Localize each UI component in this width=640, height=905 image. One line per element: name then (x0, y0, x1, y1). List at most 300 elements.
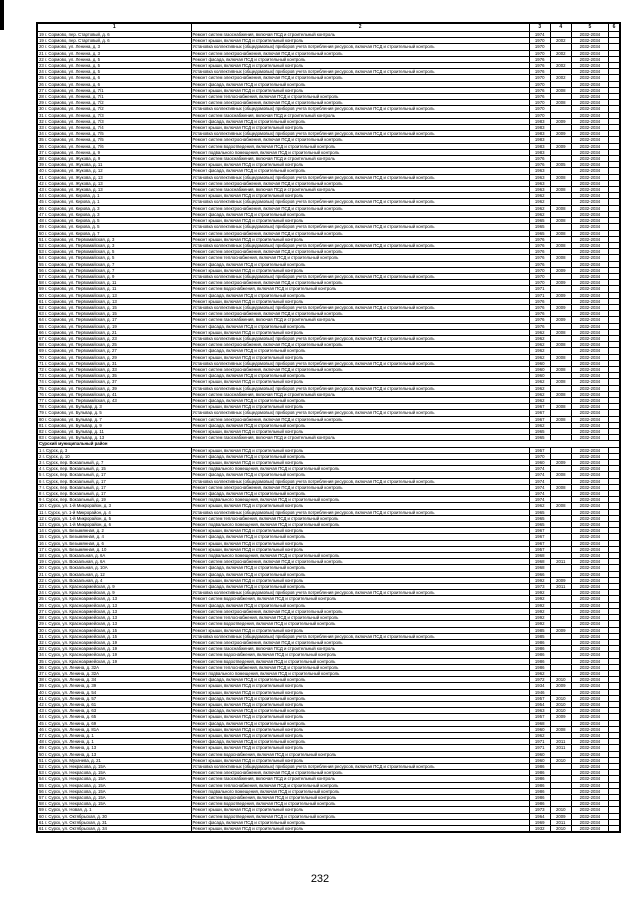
work-type-cell: Ремонт крыши, включая ПСД и строительный контроль (191, 38, 529, 44)
last-repair-year-cell: 2010 (550, 807, 571, 813)
planned-period-cell: 2032-2034 (571, 683, 608, 689)
planned-period-cell: 2032-2034 (571, 720, 608, 726)
work-type-cell: Ремонт систем водоснабжения, включая ПСД и строительный контроль (191, 286, 529, 292)
work-type-cell: Ремонт фасада, включая ПСД и строительный контроль (191, 534, 529, 540)
work-type-cell: Ремонт систем электроснабжения, включая ПСД и строительный контроль (191, 342, 529, 348)
work-type-cell: Установка коллективных (общедомовых) приборов учета потребления ресурсов, включая ПСД и строительный контроль (191, 106, 529, 112)
address-cell: 25 г. Сурск, ул. Красноармейская, д. 13 (38, 596, 192, 602)
address-cell: 61 г. Сурск, ул. Октябрьская, д. 31 (38, 819, 192, 825)
commission-year-cell: 1966 (529, 571, 550, 577)
planned-period-cell: 2032-2034 (571, 621, 608, 627)
address-cell: 63 г. Сормово, ул. Первомайская, д. 15 (38, 311, 192, 317)
commission-year-cell: 1983 (529, 149, 550, 155)
last-repair-year-cell: 2010 (550, 695, 571, 701)
planned-period-cell: 2032-2034 (571, 602, 608, 608)
work-type-cell: Ремонт систем теплоснабжения, включая ПСД и строительный контроль (191, 515, 529, 521)
last-repair-year-cell: 2009 (550, 813, 571, 819)
commission-year-cell: 1932 (529, 826, 550, 832)
planned-period-cell: 2032-2034 (571, 75, 608, 81)
work-type-cell: Ремонт крыши, включая ПСД и строительный контроль (191, 404, 529, 410)
commission-year-cell: 1976 (529, 69, 550, 75)
commission-year-cell: 1970 (529, 273, 550, 279)
commission-year-cell: 1974 (529, 478, 550, 484)
commission-year-cell: 1970 (529, 267, 550, 273)
commission-year-cell: 1969 (529, 819, 550, 825)
address-cell: 29 г. Сормово, ул. Ленина, д. 7/2 (38, 100, 192, 106)
commission-year-cell: 1986 (529, 658, 550, 664)
planned-period-cell: 2032-2034 (571, 453, 608, 459)
work-type-cell: Ремонт крыши, включая ПСД и строительный контроль (191, 429, 529, 435)
commission-year-cell: 1962 (529, 503, 550, 509)
last-repair-year-cell: 2008 (550, 342, 571, 348)
work-type-cell: Ремонт систем водоснабжения, включая ПСД и строительный контроль (191, 596, 529, 602)
address-cell: 54 г. Сурск, ул. Некрасова, д. 15А (38, 776, 192, 782)
planned-period-cell: 2032-2034 (571, 298, 608, 304)
work-type-cell: Ремонт фасада, включая ПСД и строительный контроль (191, 602, 529, 608)
planned-period-cell: 2032-2034 (571, 391, 608, 397)
commission-year-cell: 1983 (529, 125, 550, 131)
address-cell: 56 г. Сормово, ул. Первомайская, д. 7 (38, 267, 192, 273)
address-cell: 24 г. Сормово, ул. Ленина, д. 5 (38, 69, 192, 75)
planned-period-cell: 2032-2034 (571, 94, 608, 100)
commission-year-cell: 1962 (529, 354, 550, 360)
work-type-cell: Установка коллективных (общедомовых) приборов учета потребления ресурсов, включая ПСД и строительный контроль (191, 44, 529, 50)
work-type-cell: Ремонт фасада, включая ПСД и строительный контроль (191, 584, 529, 590)
address-cell: 19 г. Сурск, ул. Вокзальная, д. 6А (38, 559, 192, 565)
commission-year-cell: 1974 (529, 466, 550, 472)
planned-period-cell: 2032-2034 (571, 608, 608, 614)
planned-period-cell: 2032-2034 (571, 317, 608, 323)
address-cell: 57 г. Сурск, ул. Некрасова, д. 15А (38, 794, 192, 800)
work-type-cell: Ремонт фасада, включая ПСД и строительный контроль (191, 323, 529, 329)
planned-period-cell: 2032-2034 (571, 788, 608, 794)
planned-period-cell: 2032-2034 (571, 447, 608, 453)
commission-year-cell: 1960 (529, 751, 550, 757)
commission-year-cell: 1970 (529, 280, 550, 286)
work-type-cell: Ремонт подвального помещения, включая ПСД и строительный контроль (191, 522, 529, 528)
commission-year-cell: 1976 (529, 162, 550, 168)
planned-period-cell: 2032-2034 (571, 329, 608, 335)
address-cell: 38 г. Сормово, ул. Жукова, д. 9 (38, 156, 192, 162)
address-cell: 44 г. Сурск, ул. Ленина, д. 65 (38, 714, 192, 720)
address-cell: 47 г. Сурск, ул. Ленина, д. 1 (38, 732, 192, 738)
planned-period-cell: 2032-2034 (571, 714, 608, 720)
planned-period-cell: 2032-2034 (571, 174, 608, 180)
last-repair-year-cell: 2009 (550, 304, 571, 310)
commission-year-cell: 1962 (529, 422, 550, 428)
commission-year-cell: 1992 (529, 577, 550, 583)
address-cell: 52 г. Сормово, ул. Первомайская, д. 3 (38, 242, 192, 248)
work-type-cell: Ремонт подвального помещения, включая ПСД и строительный контроль (191, 670, 529, 676)
address-cell: 24 г. Сурск, ул. Красноармейская, д. 9 (38, 590, 192, 596)
planned-period-cell: 2032-2034 (571, 379, 608, 385)
last-repair-year-cell: 2008 (550, 391, 571, 397)
commission-year-cell: 1967 (529, 416, 550, 422)
address-cell: 53 г. Сормово, ул. Первомайская, д. 5 (38, 249, 192, 255)
address-cell: 80 г. Сормово, ул. Бульвар, д. 7 (38, 416, 192, 422)
work-type-cell: Ремонт крыши, включая ПСД и строительный контроль (191, 87, 529, 93)
work-type-cell: Ремонт фасада, включая ПСД и строительный контроль (191, 211, 529, 217)
work-type-cell: Ремонт систем газоснабжения, включая ПСД и строительный контроль (191, 32, 529, 38)
commission-year-cell: 1962 (529, 329, 550, 335)
planned-period-cell: 2032-2034 (571, 646, 608, 652)
planned-period-cell: 2032-2034 (571, 509, 608, 515)
address-cell: 58 г. Сормово, ул. Первомайская, д. 11 (38, 280, 192, 286)
address-cell: 79 г. Сормово, ул. Бульвар, д. 5 (38, 410, 192, 416)
work-type-cell: Ремонт систем электроснабжения, включая ПСД и строительный контроль (191, 230, 529, 236)
commission-year-cell: 1967 (529, 410, 550, 416)
planned-period-cell: 2032-2034 (571, 44, 608, 50)
planned-period-cell: 2032-2034 (571, 137, 608, 143)
address-cell: 10 г. Сурск, ул. 1-й Микрорайон, д. 3 (38, 503, 192, 509)
address-cell: 5 г. Сурск, пер. Вокзальный, д. 17 (38, 472, 192, 478)
commission-year-cell: 1960 (529, 366, 550, 372)
planned-period-cell: 2032-2034 (571, 745, 608, 751)
commission-year-cell: 1986 (529, 801, 550, 807)
planned-period-cell: 2032-2034 (571, 242, 608, 248)
commission-year-cell: 1960 (529, 460, 550, 466)
last-repair-year-cell: 2008 (550, 354, 571, 360)
address-cell: 65 г. Сормово, ул. Первомайская, д. 19 (38, 323, 192, 329)
commission-year-cell: 1962 (529, 335, 550, 341)
last-repair-year-cell: 2009 (550, 267, 571, 273)
planned-period-cell: 2032-2034 (571, 118, 608, 124)
address-cell: 56 г. Сурск, ул. Некрасова, д. 15А (38, 788, 192, 794)
address-cell: 16 г. Сурск, ул. Безымянная, д. 6 (38, 540, 192, 546)
planned-period-cell: 2032-2034 (571, 782, 608, 788)
work-type-cell: Установка коллективных (общедомовых) приборов учета потребления ресурсов, включая ПСД и строительный контроль (191, 590, 529, 596)
work-type-cell: Установка коллективных (общедомовых) приборов учета потребления ресурсов, включая ПСД и строительный контроль (191, 131, 529, 137)
planned-period-cell: 2032-2034 (571, 199, 608, 205)
commission-year-cell: 1992 (529, 602, 550, 608)
commission-year-cell: 1957 (529, 447, 550, 453)
planned-period-cell: 2032-2034 (571, 807, 608, 813)
commission-year-cell: 1974 (529, 32, 550, 38)
work-type-cell: Ремонт систем электроснабжения, включая ПСД и строительный контроль (191, 608, 529, 614)
table-body (38, 24, 620, 832)
work-type-cell: Ремонт систем электроснабжения, включая ПСД и строительный контроль (191, 100, 529, 106)
last-repair-year-cell: 2008 (550, 726, 571, 732)
last-repair-year-cell: 2009 (550, 280, 571, 286)
commission-year-cell: 1976 (529, 94, 550, 100)
commission-year-cell: 1971 (529, 292, 550, 298)
last-repair-year-cell: 2008 (550, 100, 571, 106)
last-repair-year-cell: 2010 (550, 701, 571, 707)
address-cell: 32 г. Сормово, ул. Ленина, д. 7/3 (38, 118, 192, 124)
work-type-cell: Установка коллективных (общедомовых) приборов учета потребления ресурсов, включая ПСД и строительный контроль (191, 478, 529, 484)
work-type-cell: Ремонт фасада, включая ПСД и строительный контроль (191, 292, 529, 298)
work-type-cell: Ремонт фасада, включая ПСД и строительный контроль (191, 739, 529, 745)
commission-year-cell: 1974 (529, 472, 550, 478)
address-cell: 30 г. Сормово, ул. Ленина, д. 7/2 (38, 106, 192, 112)
planned-period-cell: 2032-2034 (571, 249, 608, 255)
work-type-cell: Ремонт систем газоснабжения, включая ПСД и строительный контроль (191, 317, 529, 323)
commission-year-cell: 1960 (529, 757, 550, 763)
address-cell: 31 г. Сормово, ул. Ленина, д. 7/3 (38, 112, 192, 118)
work-type-cell: Ремонт крыши, включая ПСД и строительный контроль (191, 379, 529, 385)
commission-year-cell: 1992 (529, 590, 550, 596)
address-cell: 28 г. Сормово, ул. Ленина, д. 7/1 (38, 94, 192, 100)
address-cell: 37 г. Сурск, ул. Ленина, д. 32А (38, 670, 192, 676)
work-type-cell: Ремонт крыши, включая ПСД и строительный контроль (191, 757, 529, 763)
work-type-cell: Ремонт систем теплоснабжения, включая ПСД и строительный контроль (191, 782, 529, 788)
planned-period-cell: 2032-2034 (571, 429, 608, 435)
commission-year-cell: 1968 (529, 553, 550, 559)
work-type-cell: Установка коллективных (общедомовых) приборов учета потребления ресурсов, включая ПСД и строительный контроль (191, 174, 529, 180)
commission-year-cell: 1986 (529, 776, 550, 782)
planned-period-cell: 2032-2034 (571, 664, 608, 670)
work-type-cell: Установка коллективных (общедомовых) приборов учета потребления ресурсов, включая ПСД и строительный контроль (191, 273, 529, 279)
planned-period-cell: 2032-2034 (571, 460, 608, 466)
work-type-cell: Ремонт систем электроснабжения, включая ПСД и строительный контроль (191, 137, 529, 143)
address-cell: 44 г. Сормово, ул. Кирова, д. 1 (38, 193, 192, 199)
planned-period-cell: 2032-2034 (571, 652, 608, 658)
work-type-cell: Ремонт систем электроснабжения, включая ПСД и строительный контроль (191, 559, 529, 565)
work-type-cell: Ремонт крыши, включая ПСД и строительный контроль (191, 732, 529, 738)
work-type-cell: Установка коллективных (общедомовых) приборов учета потребления ресурсов, включая ПСД и строительный контроль (191, 242, 529, 248)
commission-year-cell: 1963 (529, 180, 550, 186)
planned-period-cell: 2032-2034 (571, 224, 608, 230)
commission-year-cell: 1992 (529, 608, 550, 614)
address-cell: 23 г. Сормово, ул. Ленина, д. 5 (38, 63, 192, 69)
planned-period-cell: 2032-2034 (571, 708, 608, 714)
address-cell: 55 г. Сурск, ул. Некрасова, д. 15А (38, 782, 192, 788)
commission-year-cell: 1967 (529, 528, 550, 534)
work-type-cell: Ремонт крыши, включая ПСД и строительный контроль (191, 528, 529, 534)
work-type-cell: Ремонт систем газоснабжения, включая ПСД и строительный контроль (191, 156, 529, 162)
commission-year-cell: 1986 (529, 794, 550, 800)
address-cell: 29 г. Сурск, ул. Красноармейская, д. 13 (38, 621, 192, 627)
commission-year-cell: 1964 (529, 813, 550, 819)
commission-year-cell: 1965 (529, 435, 550, 441)
planned-period-cell: 2032-2034 (571, 156, 608, 162)
work-type-cell: Ремонт фасада, включая ПСД и строительный контроль (191, 373, 529, 379)
work-type-cell: Ремонт систем электроснабжения, включая ПСД и строительный контроль (191, 484, 529, 490)
planned-period-cell: 2032-2034 (571, 354, 608, 360)
address-cell: 40 г. Сормово, ул. Жукова, д. 12 (38, 168, 192, 174)
address-cell: 60 г. Сурск, ул. Октябрьская, д. 30 (38, 813, 192, 819)
last-repair-year-cell: 2011 (550, 559, 571, 565)
planned-period-cell: 2032-2034 (571, 32, 608, 38)
commission-year-cell: 1974 (529, 484, 550, 490)
last-repair-year-cell: 2002 (550, 75, 571, 81)
header-col-2: 2 (191, 24, 529, 32)
commission-year-cell: 1970 (529, 81, 550, 87)
planned-period-cell: 2032-2034 (571, 168, 608, 174)
planned-period-cell: 2032-2034 (571, 633, 608, 639)
commission-year-cell: 1972 (529, 677, 550, 683)
commission-year-cell: 1962 (529, 385, 550, 391)
last-repair-year-cell: 2011 (550, 819, 571, 825)
address-cell: 74 г. Сормово, ул. Первомайская, д. 37 (38, 379, 192, 385)
planned-period-cell: 2032-2034 (571, 590, 608, 596)
planned-period-cell: 2032-2034 (571, 596, 608, 602)
address-cell: 13 г. Сурск, ул. 1-й Микрорайон, д. 6 (38, 522, 192, 528)
address-cell: 36 г. Сурск, ул. Ленина, д. 32А (38, 664, 192, 670)
address-cell: 9 г. Сурск, пер. Вокзальный, д. 19 (38, 497, 192, 503)
planned-period-cell: 2032-2034 (571, 559, 608, 565)
last-repair-year-cell: 2002 (550, 50, 571, 56)
planned-period-cell: 2032-2034 (571, 50, 608, 56)
address-cell: 73 г. Сормово, ул. Первомайская, д. 35 (38, 373, 192, 379)
work-type-cell: Установка коллективных (общедомовых) приборов учета потребления ресурсов, включая ПСД и строительный контроль (191, 199, 529, 205)
address-cell: 21 г. Сормово, ул. Ленина, д. 3 (38, 50, 192, 56)
address-cell: 53 г. Сурск, ул. Некрасова, д. 15А (38, 770, 192, 776)
work-type-cell: Ремонт систем водоотведения, включая ПСД и строительный контроль (191, 813, 529, 819)
work-type-cell: Ремонт подвального помещения, включая ПСД и строительный контроль (191, 149, 529, 155)
address-cell: 6 г. Сурск, пер. Вокзальный, д. 17 (38, 478, 192, 484)
work-type-cell: Ремонт крыши, включая ПСД и строительный контроль (191, 162, 529, 168)
address-cell: 18 г. Сурск, ул. Вокзальная, д. 6А (38, 553, 192, 559)
commission-year-cell: 1962 (529, 397, 550, 403)
work-type-cell: Ремонт систем электроснабжения, включая ПСД и строительный контроль (191, 205, 529, 211)
commission-year-cell: 1960 (529, 373, 550, 379)
planned-period-cell: 2032-2034 (571, 435, 608, 441)
work-type-cell: Ремонт фасада, включая ПСД и строительный контроль (191, 118, 529, 124)
commission-year-cell: 1971 (529, 739, 550, 745)
commission-year-cell: 1960 (529, 726, 550, 732)
work-type-cell: Ремонт фасада, включая ПСД и строительный контроль (191, 819, 529, 825)
address-cell: 46 г. Сурск, ул. Ленина, д. 81А (38, 726, 192, 732)
section-title: Сурский муниципальный район (38, 441, 620, 447)
work-type-cell: Ремонт крыши, включая ПСД и строительный контроль (191, 236, 529, 242)
last-repair-year-cell: 2008 (550, 230, 571, 236)
work-type-cell: Ремонт систем электроснабжения, включая ПСД и строительный контроль (191, 311, 529, 317)
commission-year-cell: 1976 (529, 261, 550, 267)
commission-year-cell: 1963 (529, 708, 550, 714)
planned-period-cell: 2032-2034 (571, 726, 608, 732)
commission-year-cell: 1985 (529, 633, 550, 639)
work-type-cell: Ремонт фасада, включая ПСД и строительный контроль (191, 472, 529, 478)
planned-period-cell: 2032-2034 (571, 677, 608, 683)
work-type-cell: Ремонт подвального помещения, включая ПСД и строительный контроль (191, 553, 529, 559)
address-cell: 22 г. Сормово, ул. Ленина, д. 5 (38, 56, 192, 62)
commission-year-cell: 1986 (529, 782, 550, 788)
work-type-cell: Ремонт крыши, включая ПСД и строительный контроль (191, 329, 529, 335)
address-cell: 22 г. Сурск, ул. Вокзальная, д. 4 (38, 577, 192, 583)
commission-year-cell: 1962 (529, 193, 550, 199)
planned-period-cell: 2032-2034 (571, 739, 608, 745)
work-type-cell: Установка коллективных (общедомовых) приборов учета потребления ресурсов, включая ПСД и строительный контроль (191, 360, 529, 366)
commission-year-cell: 1963 (529, 187, 550, 193)
last-repair-year-cell: 2008 (550, 416, 571, 422)
planned-period-cell: 2032-2034 (571, 732, 608, 738)
work-type-cell: Ремонт крыши, включая ПСД и строительный контроль (191, 298, 529, 304)
work-type-cell: Ремонт фасада, включая ПСД и строительный контроль (191, 397, 529, 403)
address-cell: 45 г. Сурск, ул. Ленина, д. 69 (38, 720, 192, 726)
commission-year-cell: 1983 (529, 131, 550, 137)
planned-period-cell: 2032-2034 (571, 335, 608, 341)
address-cell: 75 г. Сормово, ул. Первомайская, д. 39 (38, 385, 192, 391)
last-repair-year-cell: 2010 (550, 708, 571, 714)
work-type-cell: Установка коллективных (общедомовых) приборов учета потребления ресурсов, включая ПСД и строительный контроль (191, 69, 529, 75)
last-repair-year-cell: 2011 (550, 739, 571, 745)
last-repair-year-cell: 2008 (550, 187, 571, 193)
address-cell: 42 г. Сурск, ул. Ленина, д. 61 (38, 701, 192, 707)
header-col-6: 6 (608, 24, 619, 32)
commission-year-cell: 1967 (529, 540, 550, 546)
work-type-cell: Ремонт фасада, включая ПСД и строительный контроль (191, 695, 529, 701)
address-cell: 36 г. Сормово, ул. Ленина, д. 7/6 (38, 143, 192, 149)
planned-period-cell: 2032-2034 (571, 503, 608, 509)
work-type-cell: Ремонт подвального помещения, включая ПСД и строительный контроль (191, 497, 529, 503)
planned-period-cell: 2032-2034 (571, 273, 608, 279)
address-cell: 50 г. Сурск, ул. Ленина, д. 13 (38, 751, 192, 757)
work-type-cell: Ремонт систем электроснабжения, включая ПСД и строительный контроль (191, 249, 529, 255)
work-type-cell: Ремонт подвального помещения, включая ПСД и строительный контроль (191, 788, 529, 794)
address-cell: 34 г. Сормово, ул. Ленина, д. 7/5 (38, 131, 192, 137)
work-type-cell: Ремонт фасада, включая ПСД и строительный контроль (191, 491, 529, 497)
address-cell: 43 г. Сурск, ул. Ленина, д. 63 (38, 708, 192, 714)
address-cell: 71 г. Сормово, ул. Первомайская, д. 31 (38, 360, 192, 366)
work-type-cell: Установка коллективных (общедомовых) приборов учета потребления ресурсов, включая ПСД и строительный контроль (191, 335, 529, 341)
last-repair-year-cell: 2009 (550, 143, 571, 149)
planned-period-cell: 2032-2034 (571, 286, 608, 292)
last-repair-year-cell: 2009 (550, 683, 571, 689)
planned-period-cell: 2032-2034 (571, 491, 608, 497)
address-cell: 39 г. Сурск, ул. Ленина, д. 39 (38, 683, 192, 689)
commission-year-cell: 1973 (529, 807, 550, 813)
header-row (38, 24, 620, 32)
planned-period-cell: 2032-2034 (571, 106, 608, 112)
work-type-cell: Ремонт систем электроснабжения, включая ПСД и строительный контроль (191, 50, 529, 56)
header-col-1: 1 (38, 24, 192, 32)
address-cell: 47 г. Сормово, ул. Кирова, д. 3 (38, 211, 192, 217)
planned-period-cell: 2032-2034 (571, 813, 608, 819)
commission-year-cell: 1962 (529, 379, 550, 385)
last-repair-year-cell: 2002 (550, 63, 571, 69)
work-type-cell: Ремонт фасада, включая ПСД и строительный контроль (191, 453, 529, 459)
planned-period-cell: 2032-2034 (571, 81, 608, 87)
header-col-3: 3 (529, 24, 550, 32)
work-type-cell: Ремонт подвального помещения, включая ПСД и строительный контроль (191, 466, 529, 472)
planned-period-cell: 2032-2034 (571, 565, 608, 571)
planned-period-cell: 2032-2034 (571, 125, 608, 131)
commission-year-cell: 1986 (529, 763, 550, 769)
planned-period-cell: 2032-2034 (571, 348, 608, 354)
commission-year-cell: 1963 (529, 168, 550, 174)
commission-year-cell: 1986 (529, 770, 550, 776)
commission-year-cell: 1976 (529, 304, 550, 310)
commission-year-cell: 1976 (529, 317, 550, 323)
address-cell: 58 г. Сурск, ул. Некрасова, д. 15А (38, 801, 192, 807)
commission-year-cell: 1986 (529, 788, 550, 794)
address-cell: 64 г. Сормово, ул. Первомайская, д. 17 (38, 317, 192, 323)
commission-year-cell: 1976 (529, 255, 550, 261)
planned-period-cell: 2032-2034 (571, 280, 608, 286)
page-number: 232 (310, 873, 330, 885)
planned-period-cell: 2032-2034 (571, 211, 608, 217)
address-cell: 32 г. Сурск, ул. Красноармейская, д. 19 (38, 639, 192, 645)
commission-year-cell: 1965 (529, 429, 550, 435)
address-cell: 41 г. Сурск, ул. Ленина, д. 57 (38, 695, 192, 701)
address-cell: 23 г. Сурск, ул. Красноармейская, д. 9 (38, 584, 192, 590)
planned-period-cell: 2032-2034 (571, 63, 608, 69)
planned-period-cell: 2032-2034 (571, 639, 608, 645)
planned-period-cell: 2032-2034 (571, 522, 608, 528)
address-cell: 7 г. Сурск, пер. Вокзальный, д. 17 (38, 484, 192, 490)
planned-period-cell: 2032-2034 (571, 38, 608, 44)
commission-year-cell: 1962 (529, 670, 550, 676)
planned-period-cell: 2032-2034 (571, 763, 608, 769)
capital-repair-table (36, 22, 621, 833)
planned-period-cell: 2032-2034 (571, 56, 608, 62)
work-type-cell: Ремонт крыши, включая ПСД и строительный контроль (191, 546, 529, 552)
planned-period-cell: 2032-2034 (571, 261, 608, 267)
work-type-cell: Ремонт крыши, включая ПСД и строительный контроль (191, 726, 529, 732)
address-cell: 81 г. Сормово, ул. Бульвар, д. 9 (38, 422, 192, 428)
planned-period-cell: 2032-2034 (571, 577, 608, 583)
